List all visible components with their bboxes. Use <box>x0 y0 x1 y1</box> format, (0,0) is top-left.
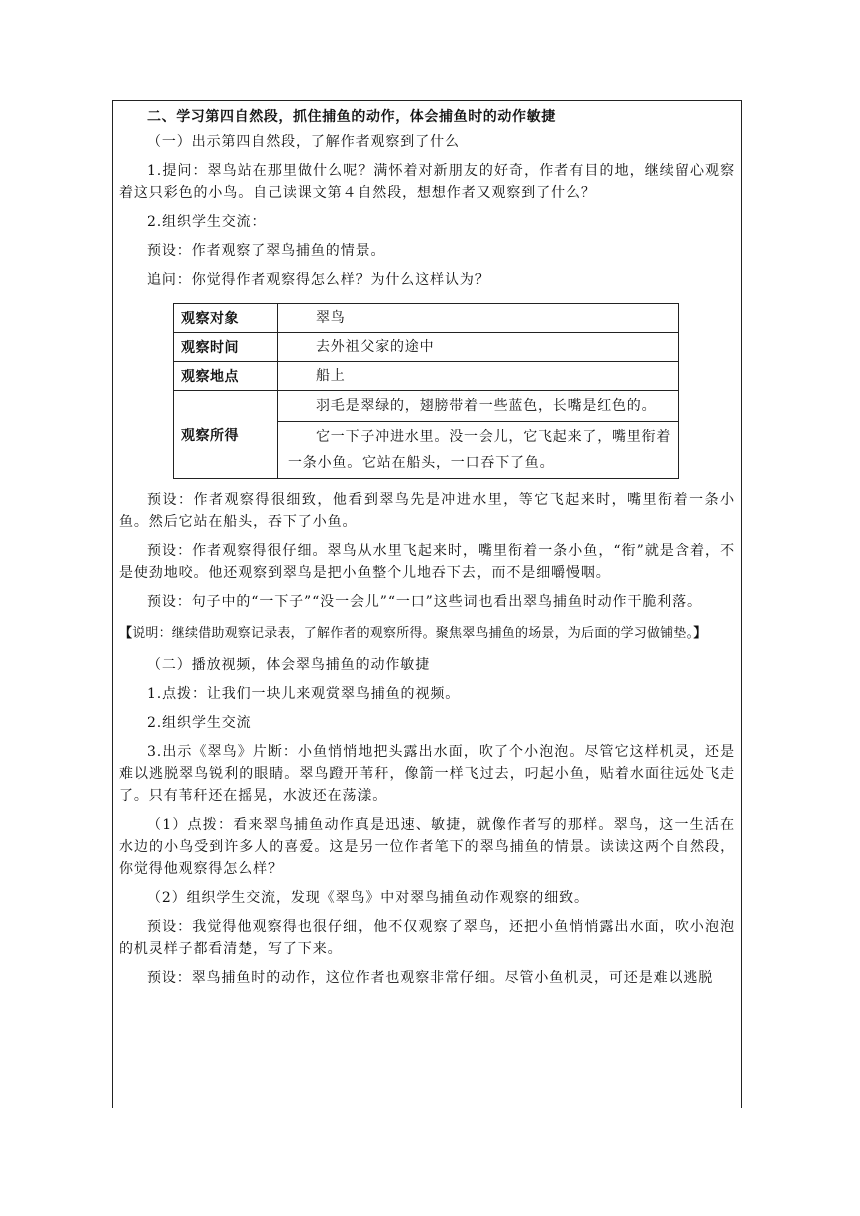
part1-followup: 追问：你觉得作者观察得怎么样？为什么这样认为？ <box>147 272 490 288</box>
table-value: 羽毛是翠绿的，翅膀带着一些蓝色，长嘴是红色的。 <box>278 391 679 422</box>
table-row <box>174 304 679 333</box>
teaching-note <box>119 620 735 648</box>
table-label: 观察地点 <box>174 362 278 391</box>
table-value: 它一下子冲进水里。没一会儿，它飞起来了，嘴里衔着一条小鱼。它站在船头，一口吞下了鱼。 <box>278 422 679 479</box>
table-label: 观察时间 <box>174 333 278 362</box>
table-row <box>174 333 679 362</box>
note-text: 说明：继续借助观察记录表，了解作者的观察所得。聚焦翠鸟捕鱼的场景，为后面的学习做铺垫。 <box>132 626 694 641</box>
table-row <box>174 391 679 422</box>
table-label: 观察对象 <box>174 304 278 333</box>
table-label: 观察所得 <box>174 391 278 479</box>
part2-discussion-2: （2）组织学生交流，发现《翠鸟》中对翠鸟捕鱼动作观察的细致。 <box>147 890 589 906</box>
answer-preset: 预设：作者观察得很仔细。翠鸟从水里飞起来时，嘴里衔着一条小鱼，“衔”就是含着，不是使劲地咬。他还观察到翠鸟是把小鱼整个儿地吞下去，而不是细嚼慢咽。 <box>119 543 735 581</box>
bracket-open: 【 <box>119 626 133 641</box>
part2-discussion: 2.组织学生交流 <box>147 715 252 731</box>
table-value: 翠鸟 <box>278 304 679 333</box>
part2-preset: 预设：我觉得他观察得也很仔细，他不仅观察了翠鸟，还把小鱼悄悄露出水面，吹小泡泡的机灵样子都看清楚，写了下来。 <box>119 919 735 957</box>
table-value: 船上 <box>278 362 679 391</box>
section-heading: 二、学习第四自然段，抓住捕鱼的动作，体会捕鱼时的动作敏捷 <box>147 109 556 125</box>
part2-preset: 预设：翠鸟捕鱼时的动作，这位作者也观察非常仔细。尽管小鱼机灵，可还是难以逃脱 <box>147 970 714 986</box>
table-row <box>174 362 679 391</box>
answer-preset: 预设：作者观察得很细致，他看到翠鸟先是冲进水里，等它飞起来时，嘴里衔着一条小鱼。然后它站在船头，吞下了小鱼。 <box>119 492 735 530</box>
part2-excerpt: 3.出示《翠鸟》片断：小鱼悄悄地把头露出水面，吹了个小泡泡。尽管它这样机灵，还是难以逃脱翠鸟锐利的眼睛。翠鸟蹬开苇秆，像箭一样飞过去，叼起小鱼，贴着水面往远处飞走了。只有苇秆还在摇晃，水波还在荡漾。 <box>119 744 735 804</box>
table-value: 去外祖父家的途中 <box>278 333 679 362</box>
bracket-close: 】 <box>693 626 707 641</box>
part2-title: （二）播放视频，体会翠鸟捕鱼的动作敏捷 <box>147 657 431 673</box>
part1-question: 1.提问：翠鸟站在那里做什么呢？满怀着对新朋友的好奇，作者有目的地，继续留心观察着这只彩色的小鸟。自己读课文第４自然段，想想作者又观察到了什么？ <box>119 163 735 201</box>
part2-hint-1: （1）点拨：看来翠鸟捕鱼动作真是迅速、敏捷，就像作者写的那样。翠鸟，这一生活在水边的小鸟受到许多人的喜爱。这是另一位作者笔下的翠鸟捕鱼的情景。读读这两个自然段，你觉得他观察得怎么样？ <box>119 817 735 877</box>
part2-hint: 1.点拨：让我们一块儿来观赏翠鸟捕鱼的视频。 <box>147 686 461 702</box>
part1-discussion: 2.组织学生交流： <box>147 214 267 230</box>
answer-preset: 预设：句子中的“一下子”“没一会儿”“一口”这些词也看出翠鸟捕鱼时动作干脆利落。 <box>147 594 702 610</box>
part1-preset: 预设：作者观察了翠鸟捕鱼的情景。 <box>147 243 386 259</box>
part1-title: （一）出示第四自然段，了解作者观察到了什么 <box>147 134 460 150</box>
observation-table <box>173 303 679 479</box>
lesson-plan-frame <box>112 100 742 1108</box>
